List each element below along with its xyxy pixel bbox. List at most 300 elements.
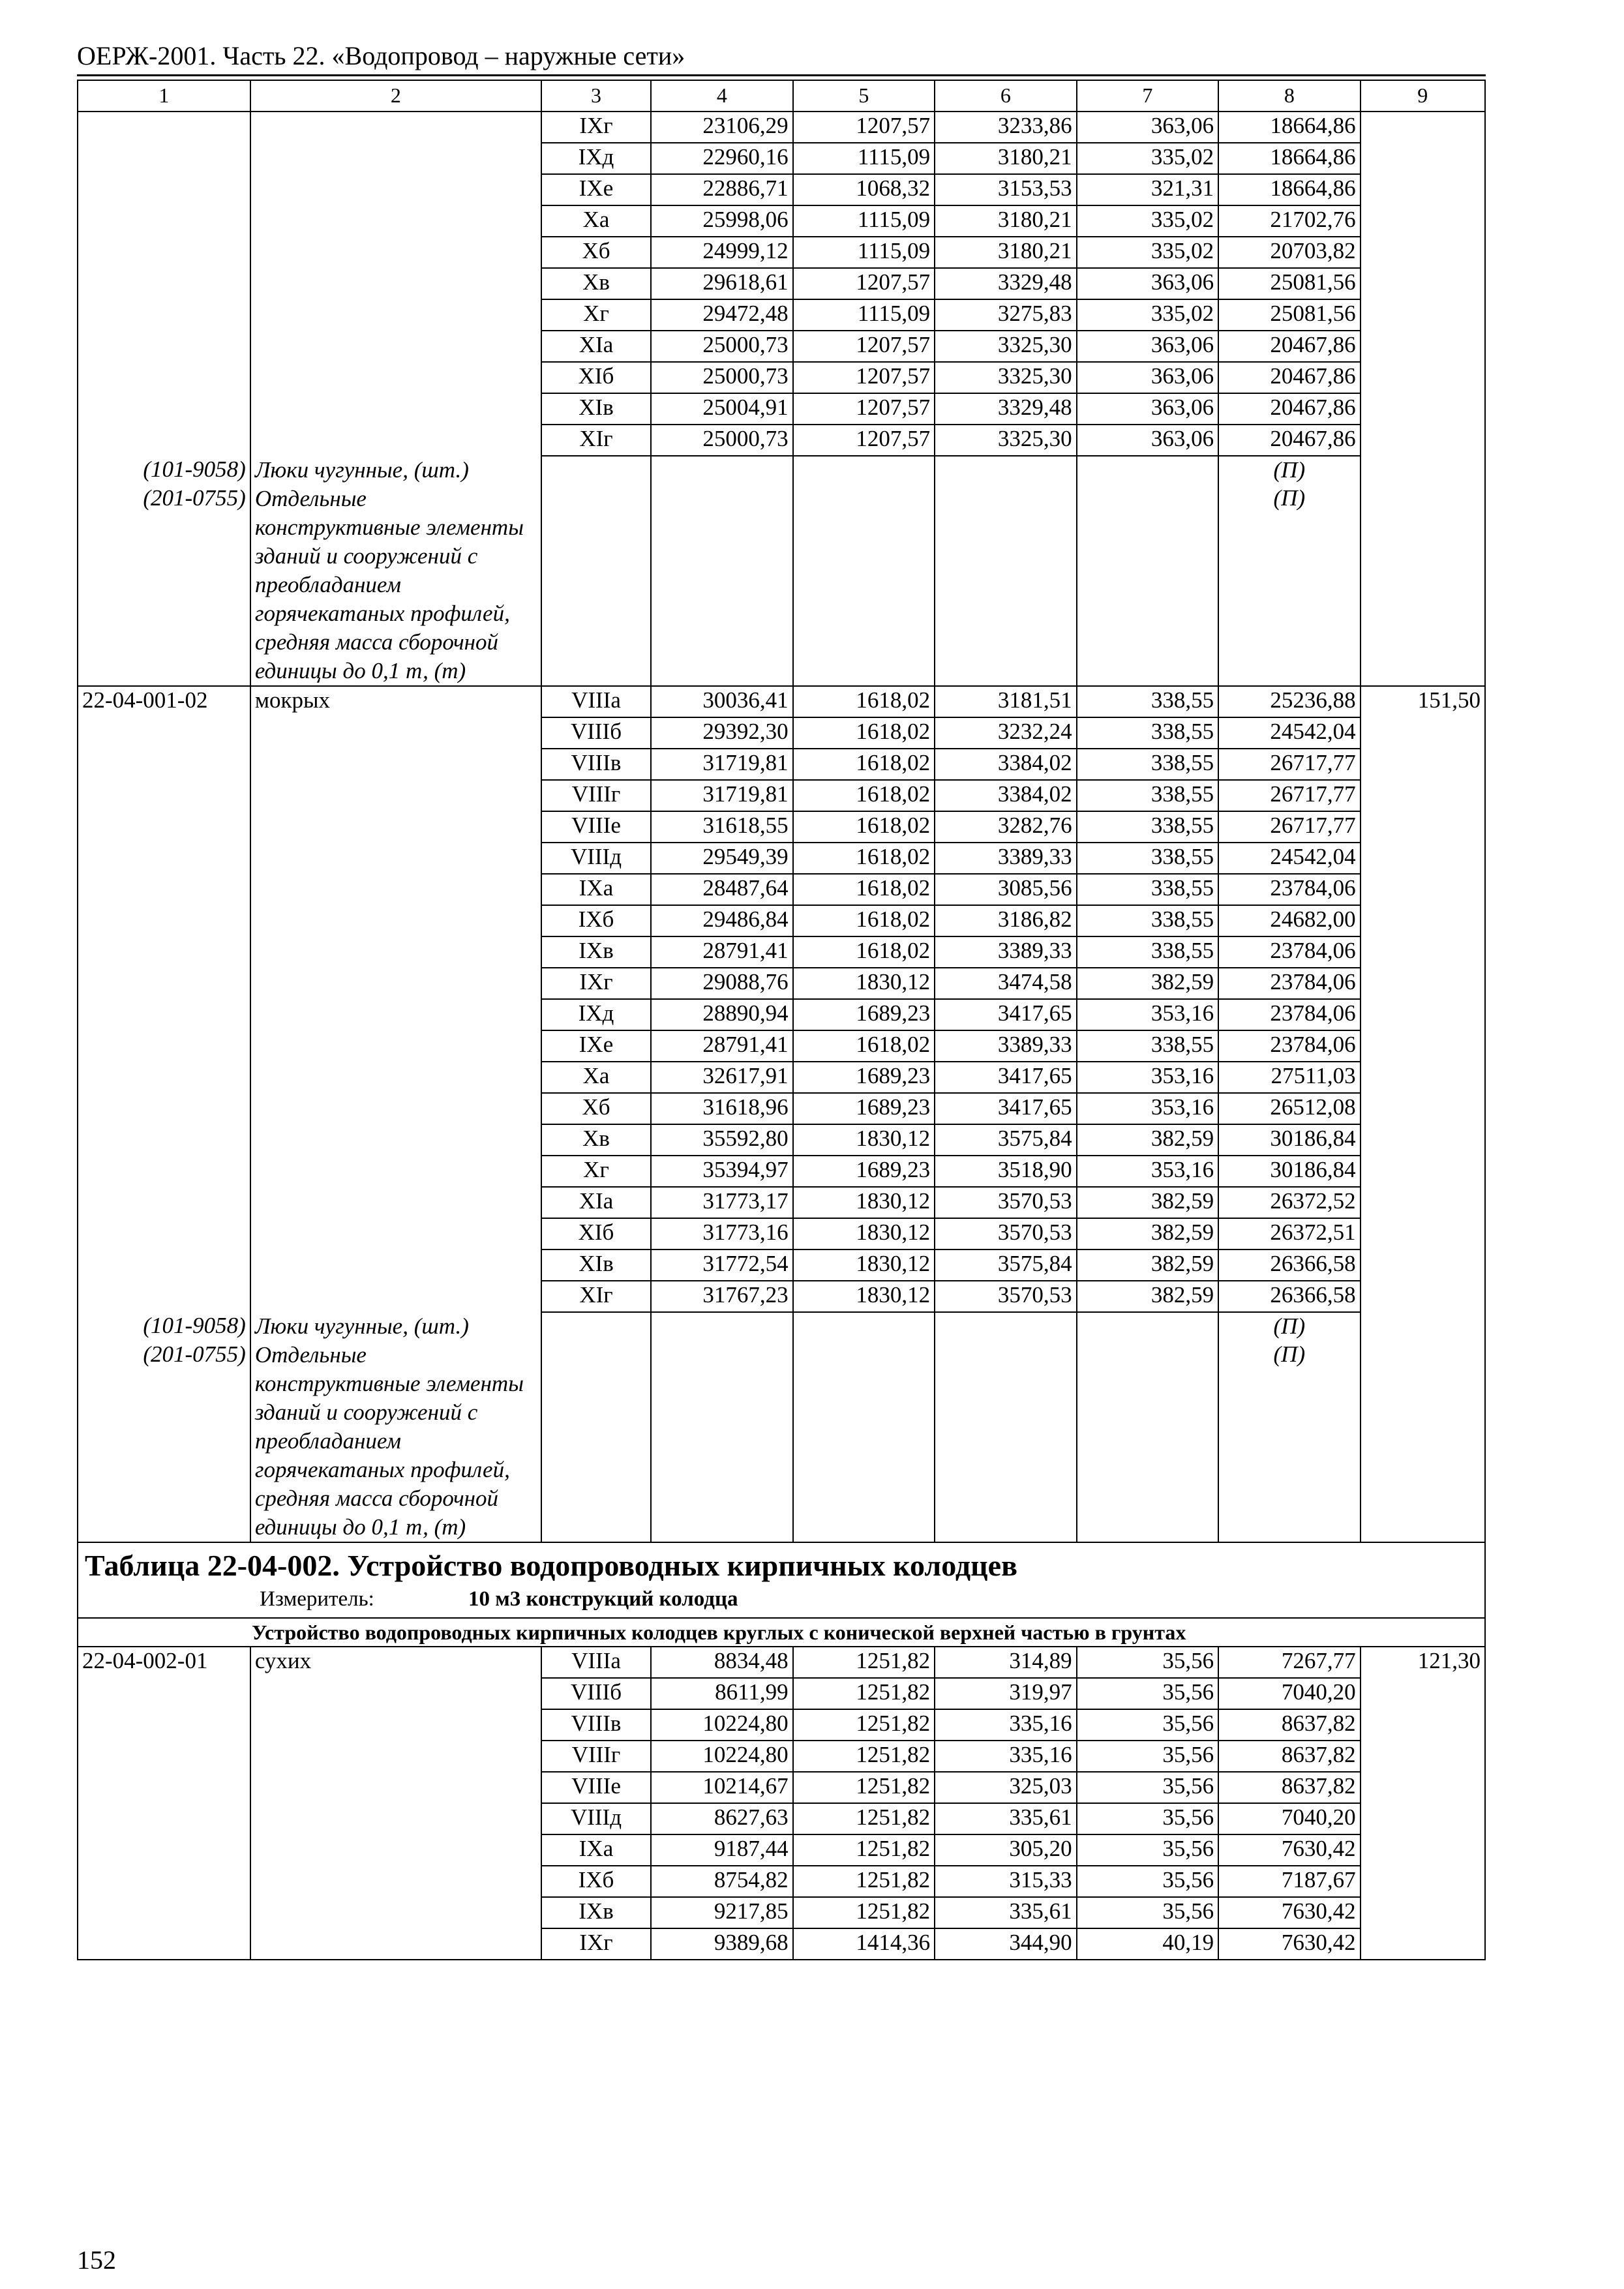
table-cell [1361, 1093, 1485, 1124]
table-row [78, 843, 1485, 874]
table-cell [1361, 393, 1485, 425]
meter-value: 10 м3 конструкций колодца [468, 1587, 738, 1611]
table-cell [1361, 174, 1485, 205]
table-cell [78, 112, 250, 143]
column-header-6: 6 [935, 80, 1077, 112]
value-cell-c5: 1251,82 [793, 1678, 935, 1709]
value-cell-c5: 1115,09 [793, 299, 935, 331]
value-cell-c5: 1618,02 [793, 717, 935, 749]
value-cell-c8: 7267,77 [1218, 1647, 1361, 1678]
table-row [78, 874, 1485, 905]
table-cell [793, 485, 935, 686]
table-cell [1361, 905, 1485, 936]
value-cell-c8: 30186,84 [1218, 1156, 1361, 1187]
value-cell-c5: 1618,02 [793, 811, 935, 843]
table-cell [1361, 749, 1485, 780]
value-cell-c4: 31773,17 [651, 1187, 793, 1218]
zone-cell: XIб [541, 1218, 651, 1249]
table-cell [250, 1249, 541, 1281]
table-row [78, 811, 1485, 843]
value-cell-c6: 305,20 [935, 1834, 1077, 1866]
zone-cell: IXг [541, 968, 651, 999]
table-cell [935, 456, 1077, 485]
material-row [78, 1341, 1485, 1542]
value-cell-c5: 1830,12 [793, 1281, 935, 1312]
value-cell-c6: 325,03 [935, 1772, 1077, 1803]
value-cell-c5: 1251,82 [793, 1741, 935, 1772]
table-cell [651, 1312, 793, 1341]
header-divider [77, 74, 1486, 76]
table-cell [1361, 936, 1485, 968]
material-mark: (П) [1218, 1341, 1361, 1542]
zone-cell: IXг [541, 112, 651, 143]
table-row [78, 905, 1485, 936]
value-cell-c7: 35,56 [1077, 1834, 1219, 1866]
value-cell-c8: 25081,56 [1218, 299, 1361, 331]
value-cell-c6: 314,89 [935, 1647, 1077, 1678]
value-cell-c4: 30036,41 [651, 686, 793, 717]
table-cell [78, 425, 250, 456]
value-cell-c7: 35,56 [1077, 1772, 1219, 1803]
value-cell-c6: 3570,53 [935, 1218, 1077, 1249]
table-cell [78, 331, 250, 362]
table-cell [250, 268, 541, 299]
table-row [78, 1866, 1485, 1897]
column-header-9: 9 [1361, 80, 1485, 112]
value-cell-c5: 1251,82 [793, 1772, 935, 1803]
table-row [78, 268, 1485, 299]
table-cell [250, 1709, 541, 1741]
value-cell-c5: 1618,02 [793, 874, 935, 905]
table-cell [78, 1928, 250, 1960]
value-cell-c5: 1068,32 [793, 174, 935, 205]
table-row [78, 968, 1485, 999]
value-cell-c7: 353,16 [1077, 1093, 1219, 1124]
table-cell [1361, 1834, 1485, 1866]
value-cell-c8: 26512,08 [1218, 1093, 1361, 1124]
table-cell [78, 717, 250, 749]
value-cell-c8: 30186,84 [1218, 1124, 1361, 1156]
table-cell [250, 1187, 541, 1218]
table-cell [250, 717, 541, 749]
table-cell [1361, 1772, 1485, 1803]
zone-cell: IXд [541, 999, 651, 1030]
table-cell [1361, 425, 1485, 456]
table-cell [250, 1093, 541, 1124]
value-cell-c6: 3329,48 [935, 268, 1077, 299]
value-cell-c4: 31618,96 [651, 1093, 793, 1124]
table-cell [250, 780, 541, 811]
material-code: (201-0755) [78, 485, 250, 686]
table-cell [1361, 268, 1485, 299]
value-cell-c5: 1618,02 [793, 905, 935, 936]
value-cell-c8: 20467,86 [1218, 331, 1361, 362]
value-cell-c7: 382,59 [1077, 968, 1219, 999]
value-cell-c7: 382,59 [1077, 1249, 1219, 1281]
value-cell-c6: 3389,33 [935, 843, 1077, 874]
table-cell [78, 1218, 250, 1249]
value-cell-c4: 22886,71 [651, 174, 793, 205]
value-cell-c7: 335,02 [1077, 299, 1219, 331]
value-cell-c8: 26717,77 [1218, 749, 1361, 780]
table-cell [78, 1124, 250, 1156]
value-cell-c5: 1251,82 [793, 1834, 935, 1866]
value-cell-c6: 335,16 [935, 1709, 1077, 1741]
value-cell-c5: 1830,12 [793, 1187, 935, 1218]
table-cell [78, 936, 250, 968]
table-cell [78, 268, 250, 299]
table-cell [250, 1062, 541, 1093]
value-cell-c7: 35,56 [1077, 1897, 1219, 1928]
value-cell-c7: 35,56 [1077, 1678, 1219, 1709]
zone-cell: VIIIг [541, 780, 651, 811]
table-cell [935, 1312, 1077, 1341]
table-cell [78, 1030, 250, 1062]
value-cell-c4: 31618,55 [651, 811, 793, 843]
table-cell [250, 1834, 541, 1866]
value-cell-c8: 24542,04 [1218, 717, 1361, 749]
value-cell-c8: 26717,77 [1218, 811, 1361, 843]
value-cell-c4: 29088,76 [651, 968, 793, 999]
value-cell-c7: 363,06 [1077, 393, 1219, 425]
table-cell [250, 425, 541, 456]
value-cell-c7: 363,06 [1077, 268, 1219, 299]
value-cell-c6: 3570,53 [935, 1187, 1077, 1218]
value-cell-c4: 31719,81 [651, 780, 793, 811]
value-cell-c5: 1618,02 [793, 749, 935, 780]
value-cell-c7: 35,56 [1077, 1647, 1219, 1678]
zone-cell: VIIIв [541, 1709, 651, 1741]
value-cell-c4: 22960,16 [651, 143, 793, 174]
table-cell [1361, 874, 1485, 905]
value-cell-c8: 20467,86 [1218, 393, 1361, 425]
value-cell-c4: 8627,63 [651, 1803, 793, 1834]
table-cell [250, 174, 541, 205]
zone-cell: IXб [541, 1866, 651, 1897]
zone-cell: XIг [541, 425, 651, 456]
value-cell-c5: 1618,02 [793, 686, 935, 717]
value-cell-c5: 1251,82 [793, 1866, 935, 1897]
zone-cell: IXг [541, 1928, 651, 1960]
table-row [78, 1030, 1485, 1062]
zone-cell: Xб [541, 237, 651, 268]
material-name: Отдельные конструктивные элементы зданий и сооружений с преобладанием горячекатаных профилей, средняя масса сборочной единицы до 0,1 т, (т) [250, 485, 541, 686]
value-cell-c8: 26366,58 [1218, 1249, 1361, 1281]
value-cell-c6: 3275,83 [935, 299, 1077, 331]
value-cell-c8: 18664,86 [1218, 112, 1361, 143]
table-cell [250, 1218, 541, 1249]
table-cell [78, 1156, 250, 1187]
value-cell-c4: 29472,48 [651, 299, 793, 331]
material-name: Люки чугунные, (шт.) [250, 1312, 541, 1341]
value-cell-c6: 344,90 [935, 1928, 1077, 1960]
table-cell [1361, 999, 1485, 1030]
table-cell [78, 874, 250, 905]
table-cell [250, 1803, 541, 1834]
table-cell [1361, 1249, 1485, 1281]
table-cell [1361, 717, 1485, 749]
value-cell-c5: 1689,23 [793, 1156, 935, 1187]
position-name: сухих [250, 1647, 541, 1678]
table-cell [78, 968, 250, 999]
value-cell-c4: 28791,41 [651, 1030, 793, 1062]
table-cell [78, 174, 250, 205]
column-header-4: 4 [651, 80, 793, 112]
value-cell-c7: 363,06 [1077, 331, 1219, 362]
value-cell-c6: 319,97 [935, 1678, 1077, 1709]
table-row [78, 1062, 1485, 1093]
value-cell-c5: 1207,57 [793, 331, 935, 362]
table-cell [541, 1341, 651, 1542]
value-cell-c6: 3181,51 [935, 686, 1077, 717]
value-cell-c4: 25998,06 [651, 205, 793, 237]
material-row [78, 485, 1485, 686]
zone-cell: Xа [541, 1062, 651, 1093]
value-cell-c4: 9389,68 [651, 1928, 793, 1960]
value-cell-c6: 3575,84 [935, 1249, 1077, 1281]
table-cell [250, 1928, 541, 1960]
value-cell-c4: 25000,73 [651, 331, 793, 362]
table-row [78, 1803, 1485, 1834]
position-code: 22-04-001-02 [78, 686, 250, 717]
zone-cell: Xв [541, 268, 651, 299]
value-cell-c7: 338,55 [1077, 749, 1219, 780]
table-cell [651, 1341, 793, 1542]
material-name: Люки чугунные, (шт.) [250, 456, 541, 485]
material-code: (101-9058) [78, 456, 250, 485]
table-cell [78, 999, 250, 1030]
value-cell-c4: 24999,12 [651, 237, 793, 268]
table-cell [651, 456, 793, 485]
zone-cell: IXв [541, 936, 651, 968]
value-cell-c8: 27511,03 [1218, 1062, 1361, 1093]
table-row [78, 299, 1485, 331]
column-header-8: 8 [1218, 80, 1361, 112]
zone-cell: VIIIг [541, 1741, 651, 1772]
value-cell-c7: 338,55 [1077, 874, 1219, 905]
value-cell-c5: 1115,09 [793, 237, 935, 268]
value-cell-c5: 1251,82 [793, 1647, 935, 1678]
zone-cell: IXа [541, 874, 651, 905]
table-cell [78, 143, 250, 174]
table-cell [1361, 1897, 1485, 1928]
zone-cell: IXа [541, 1834, 651, 1866]
value-cell-c7: 40,19 [1077, 1928, 1219, 1960]
table-cell [250, 393, 541, 425]
value-cell-c7: 35,56 [1077, 1741, 1219, 1772]
value-cell-c7: 382,59 [1077, 1187, 1219, 1218]
value-cell-c5: 1207,57 [793, 268, 935, 299]
zone-cell: IXе [541, 174, 651, 205]
value-cell-c6: 3389,33 [935, 936, 1077, 968]
table-cell [78, 1062, 250, 1093]
table-cell [78, 205, 250, 237]
zone-cell: IXе [541, 1030, 651, 1062]
table-row [78, 112, 1485, 143]
value-cell-c8: 24542,04 [1218, 843, 1361, 874]
table-cell [1361, 331, 1485, 362]
column-header-2: 2 [250, 80, 541, 112]
table-cell [78, 1772, 250, 1803]
value-cell-c5: 1618,02 [793, 780, 935, 811]
zone-cell: XIв [541, 393, 651, 425]
value-cell-c7: 35,56 [1077, 1709, 1219, 1741]
zone-cell: VIIIе [541, 1772, 651, 1803]
value-cell-c6: 3329,48 [935, 393, 1077, 425]
table-row [78, 1093, 1485, 1124]
value-cell-c8: 18664,86 [1218, 174, 1361, 205]
value-cell-c4: 25004,91 [651, 393, 793, 425]
zone-cell: VIIIв [541, 749, 651, 780]
value-cell-c5: 1207,57 [793, 425, 935, 456]
table-row [78, 1741, 1485, 1772]
value-cell-c5: 1689,23 [793, 999, 935, 1030]
value-cell-c8: 23784,06 [1218, 968, 1361, 999]
table-row [78, 1156, 1485, 1187]
table-cell [250, 1772, 541, 1803]
value-cell-c8: 23784,06 [1218, 874, 1361, 905]
table-cell [250, 811, 541, 843]
table-cell [1361, 205, 1485, 237]
table-cell [78, 362, 250, 393]
value-cell-c5: 1689,23 [793, 1093, 935, 1124]
table-cell [1361, 968, 1485, 999]
table-cell [78, 1678, 250, 1709]
table-cell [1361, 1678, 1485, 1709]
value-cell-c6: 3518,90 [935, 1156, 1077, 1187]
value-cell-c7: 321,31 [1077, 174, 1219, 205]
table-cell [78, 1803, 250, 1834]
page-header: ОЕРЖ-2001. Часть 22. «Водопровод – наружные сети» [77, 41, 685, 70]
table-cell [250, 299, 541, 331]
table-cell [1361, 1709, 1485, 1741]
value-cell-c4: 31773,16 [651, 1218, 793, 1249]
material-mark: (П) [1218, 1312, 1361, 1341]
value-cell-c4: 35592,80 [651, 1124, 793, 1156]
value-cell-c7: 338,55 [1077, 843, 1219, 874]
value-cell-c7: 353,16 [1077, 1062, 1219, 1093]
value-cell-c4: 23106,29 [651, 112, 793, 143]
value-cell-c7: 382,59 [1077, 1281, 1219, 1312]
value-cell-c6: 3417,65 [935, 999, 1077, 1030]
table-cell [250, 1897, 541, 1928]
value-cell-c6: 3233,86 [935, 112, 1077, 143]
table-cell [1361, 299, 1485, 331]
material-code: (201-0755) [78, 1341, 250, 1542]
value-cell-c8: 26717,77 [1218, 780, 1361, 811]
table-row [78, 331, 1485, 362]
table-cell [250, 968, 541, 999]
table-cell [78, 1187, 250, 1218]
zone-cell: VIIIб [541, 717, 651, 749]
value-cell-c6: 3153,53 [935, 174, 1077, 205]
value-cell-c7: 338,55 [1077, 717, 1219, 749]
value-cell-c5: 1618,02 [793, 1030, 935, 1062]
table-row [78, 237, 1485, 268]
table-cell [78, 1709, 250, 1741]
table-cell [1361, 237, 1485, 268]
table-cell [78, 749, 250, 780]
value-cell-c5: 1251,82 [793, 1709, 935, 1741]
material-mark: (П) [1218, 485, 1361, 686]
table-row [78, 1187, 1485, 1218]
zone-cell: IXв [541, 1897, 651, 1928]
value-cell-c6: 3282,76 [935, 811, 1077, 843]
zone-cell: Xа [541, 205, 651, 237]
table-cell [250, 237, 541, 268]
value-cell-c5: 1207,57 [793, 362, 935, 393]
zone-cell: XIа [541, 1187, 651, 1218]
value-cell-c8: 23784,06 [1218, 936, 1361, 968]
table-cell [1361, 112, 1485, 143]
value-cell-c6: 335,61 [935, 1803, 1077, 1834]
table-cell [651, 485, 793, 686]
section-heading: Устройство водопроводных кирпичных колодцев круглых с конической верхней частью в грунтах [78, 1618, 1485, 1647]
table-cell [78, 780, 250, 811]
value-cell-c6: 3417,65 [935, 1062, 1077, 1093]
material-code: (101-9058) [78, 1312, 250, 1341]
table-cell [1077, 456, 1219, 485]
table-title: Таблица 22-04-002. Устройство водопроводных кирпичных колодцев [85, 1549, 1017, 1582]
table-cell [250, 999, 541, 1030]
value-cell-c4: 28791,41 [651, 936, 793, 968]
norm-value: 121,30 [1361, 1647, 1485, 1678]
position-code: 22-04-002-01 [78, 1647, 250, 1678]
value-cell-c6: 3417,65 [935, 1093, 1077, 1124]
table-cell [1361, 1030, 1485, 1062]
value-cell-c5: 1414,36 [793, 1928, 935, 1960]
table-cell [250, 143, 541, 174]
value-cell-c8: 7040,20 [1218, 1678, 1361, 1709]
value-cell-c7: 35,56 [1077, 1803, 1219, 1834]
value-cell-c8: 26366,58 [1218, 1281, 1361, 1312]
value-cell-c6: 3474,58 [935, 968, 1077, 999]
value-cell-c8: 23784,06 [1218, 1030, 1361, 1062]
table-row [78, 936, 1485, 968]
value-cell-c4: 29549,39 [651, 843, 793, 874]
value-cell-c4: 9187,44 [651, 1834, 793, 1866]
value-cell-c6: 3325,30 [935, 362, 1077, 393]
value-cell-c5: 1251,82 [793, 1803, 935, 1834]
table-cell [541, 485, 651, 686]
value-cell-c4: 31719,81 [651, 749, 793, 780]
table-cell [935, 1341, 1077, 1542]
table-cell [1361, 780, 1485, 811]
value-cell-c4: 29618,61 [651, 268, 793, 299]
table-cell [250, 1156, 541, 1187]
value-cell-c7: 363,06 [1077, 425, 1219, 456]
value-cell-c5: 1207,57 [793, 393, 935, 425]
table-cell [1361, 1187, 1485, 1218]
value-cell-c8: 7630,42 [1218, 1897, 1361, 1928]
table-cell [250, 1678, 541, 1709]
table-cell [1077, 1312, 1219, 1341]
value-cell-c8: 8637,82 [1218, 1772, 1361, 1803]
value-cell-c8: 24682,00 [1218, 905, 1361, 936]
value-cell-c8: 21702,76 [1218, 205, 1361, 237]
value-cell-c8: 7040,20 [1218, 1803, 1361, 1834]
value-cell-c4: 8754,82 [651, 1866, 793, 1897]
table-cell [1361, 1218, 1485, 1249]
value-cell-c4: 28890,94 [651, 999, 793, 1030]
table-row [78, 999, 1485, 1030]
value-cell-c7: 338,55 [1077, 686, 1219, 717]
value-cell-c7: 335,02 [1077, 205, 1219, 237]
zone-cell: Xб [541, 1093, 651, 1124]
table-row [78, 1218, 1485, 1249]
norm-value: 151,50 [1361, 686, 1485, 717]
value-cell-c4: 8834,48 [651, 1647, 793, 1678]
